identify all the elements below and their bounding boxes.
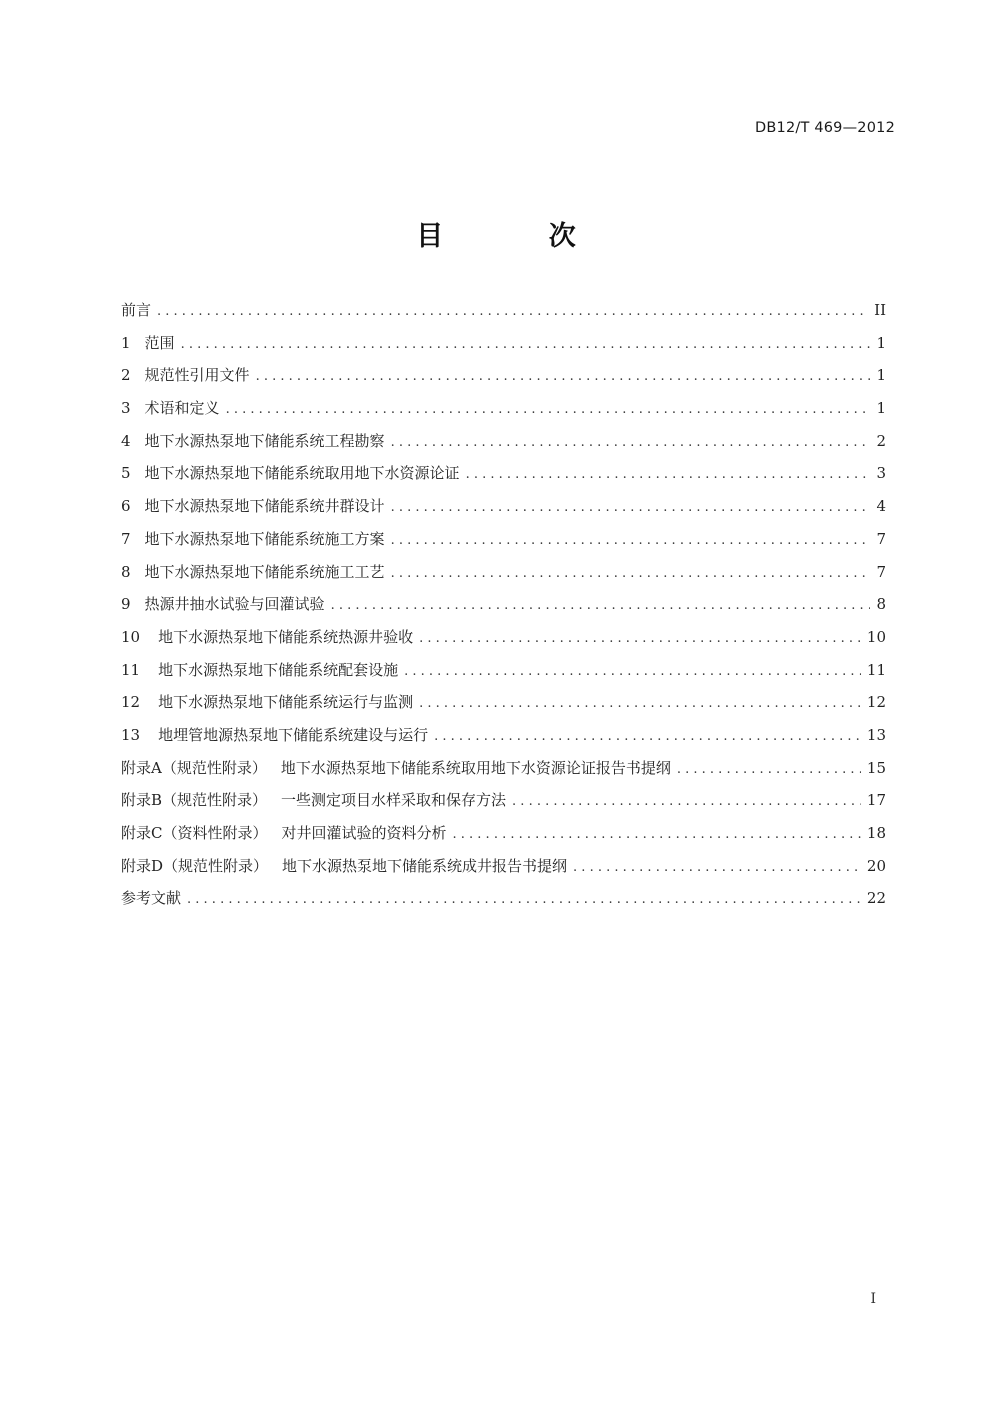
toc-entry-page: 17: [866, 791, 886, 810]
toc-leader-dots: [419, 631, 861, 646]
toc-leader-dots: [512, 794, 861, 809]
toc-entry-5[interactable]: [121, 462, 886, 495]
toc-entry-label: 一些测定项目水样采取和保存方法: [281, 791, 507, 810]
toc-entry-page: 1: [876, 399, 886, 418]
toc-leader-dots: [434, 729, 861, 744]
toc-entry-4[interactable]: [121, 430, 886, 463]
toc-appendix-tag: 附录A（规范性附录）: [121, 758, 267, 777]
toc-entry-label: 地下水源热泵地下储能系统井群设计: [144, 497, 385, 516]
document-code: DB12/T 469—2012: [755, 120, 895, 136]
toc-entry-7[interactable]: [121, 528, 886, 561]
toc-entry-label: 前言: [121, 301, 152, 319]
toc-entry-label: 地下水源热泵地下储能系统成井报告书提纲: [282, 856, 568, 875]
toc-entry-12[interactable]: [121, 691, 886, 724]
toc-appendix-tag: 附录D（规范性附录）: [121, 856, 269, 875]
toc-entry-appendix-d[interactable]: [121, 855, 886, 888]
toc-entry-number: 2: [121, 366, 131, 385]
toc-entry-page: 10: [866, 627, 886, 646]
toc-entry-label: 地下水源热泵地下储能系统工程勘察: [144, 431, 385, 450]
toc-entry-number: 6: [121, 497, 131, 516]
toc-entry-label: 地下水源热泵地下储能系统取用地下水资源论证报告书提纲: [280, 758, 671, 777]
toc-entry-page: 2: [876, 431, 886, 450]
toc-leader-dots: [419, 696, 861, 711]
toc-entry-page: 1: [876, 366, 886, 385]
toc-entry-label: 地下水源热泵地下储能系统运行与监测: [158, 693, 414, 712]
toc-leader-dots: [391, 533, 870, 548]
toc-leader-dots: [573, 860, 861, 875]
toc-entry-3[interactable]: [121, 397, 886, 430]
toc-entry-label: 规范性引用文件: [144, 366, 250, 385]
toc-entry-page: 22: [866, 889, 886, 908]
toc-entry-1[interactable]: [121, 332, 886, 365]
toc-entry-label: 地下水源热泵地下储能系统热源井验收: [158, 627, 414, 646]
toc-leader-dots: [466, 467, 870, 482]
toc-entry-appendix-c[interactable]: [121, 822, 886, 855]
toc-entry-number: 7: [121, 529, 131, 548]
toc-entry-number: 11: [121, 660, 141, 679]
toc-entry-appendix-b[interactable]: [121, 789, 886, 822]
toc-entry-number: 3: [121, 399, 131, 418]
toc-entry-page: 3: [876, 464, 886, 483]
toc-entry-page: 7: [876, 529, 886, 548]
toc-entry-11[interactable]: [121, 659, 886, 692]
toc-entry-references[interactable]: [121, 887, 886, 920]
toc-leader-dots: [331, 598, 870, 613]
page-number: I: [870, 1291, 876, 1307]
toc-leader-dots: [226, 402, 870, 417]
toc-entry-number: 1: [121, 333, 131, 352]
toc-entry-page: 18: [866, 824, 886, 842]
toc-leader-dots: [181, 337, 870, 352]
toc-leader-dots: [157, 304, 868, 319]
toc-entry-number: 10: [121, 627, 141, 646]
toc-entry-page: 12: [866, 693, 886, 712]
toc-entry-page: 13: [866, 725, 886, 744]
toc-entry-number: 9: [121, 595, 131, 614]
toc-entry-13[interactable]: [121, 724, 886, 757]
toc-entry-appendix-a[interactable]: [121, 757, 886, 790]
toc-entry-label: 术语和定义: [144, 399, 220, 418]
toc-entry-foreword[interactable]: [121, 299, 886, 332]
toc-leader-dots: [453, 827, 861, 842]
toc-entry-6[interactable]: [121, 495, 886, 528]
table-of-contents: [121, 299, 886, 920]
toc-leader-dots: [391, 500, 870, 515]
toc-entry-label: 热源井抽水试验与回灌试验: [144, 595, 325, 614]
toc-entry-number: 8: [121, 562, 131, 581]
page-title: 目 次: [416, 221, 624, 252]
toc-entry-page: 20: [866, 856, 886, 875]
toc-entry-9[interactable]: [121, 593, 886, 626]
toc-leader-dots: [404, 664, 861, 679]
toc-entry-page: 1: [876, 333, 886, 352]
toc-entry-number: 13: [121, 725, 141, 744]
toc-entry-page: 8: [876, 595, 886, 614]
toc-leader-dots: [391, 435, 870, 450]
toc-entry-page: 4: [876, 497, 886, 516]
toc-leader-dots: [187, 892, 861, 907]
toc-leader-dots: [391, 566, 870, 581]
toc-entry-number: 4: [121, 431, 131, 450]
toc-entry-number: 12: [121, 693, 141, 712]
toc-leader-dots: [256, 369, 870, 384]
toc-entry-number: 5: [121, 464, 131, 483]
toc-entry-label: 参考文献: [121, 889, 182, 908]
toc-appendix-tag: 附录C（资料性附录）: [121, 824, 268, 842]
toc-entry-label: 对井回灌试验的资料分析: [281, 824, 447, 842]
toc-entry-label: 地下水源热泵地下储能系统取用地下水资源论证: [144, 464, 460, 483]
toc-entry-10[interactable]: [121, 626, 886, 659]
toc-entry-page: 15: [866, 758, 886, 777]
toc-entry-8[interactable]: [121, 561, 886, 594]
toc-entry-page: II: [874, 301, 886, 319]
toc-entry-page: 7: [876, 562, 886, 581]
toc-entry-label: 地下水源热泵地下储能系统施工方案: [144, 529, 385, 548]
toc-entry-2[interactable]: [121, 364, 886, 397]
toc-entry-label: 地埋管地源热泵地下储能系统建设与运行: [158, 725, 429, 744]
toc-entry-label: 地下水源热泵地下储能系统施工工艺: [144, 562, 385, 581]
toc-entry-label: 范围: [144, 333, 175, 352]
toc-appendix-tag: 附录B（规范性附录）: [121, 791, 268, 810]
toc-entry-label: 地下水源热泵地下储能系统配套设施: [158, 660, 399, 679]
toc-entry-page: 11: [866, 660, 886, 679]
toc-leader-dots: [677, 762, 861, 777]
